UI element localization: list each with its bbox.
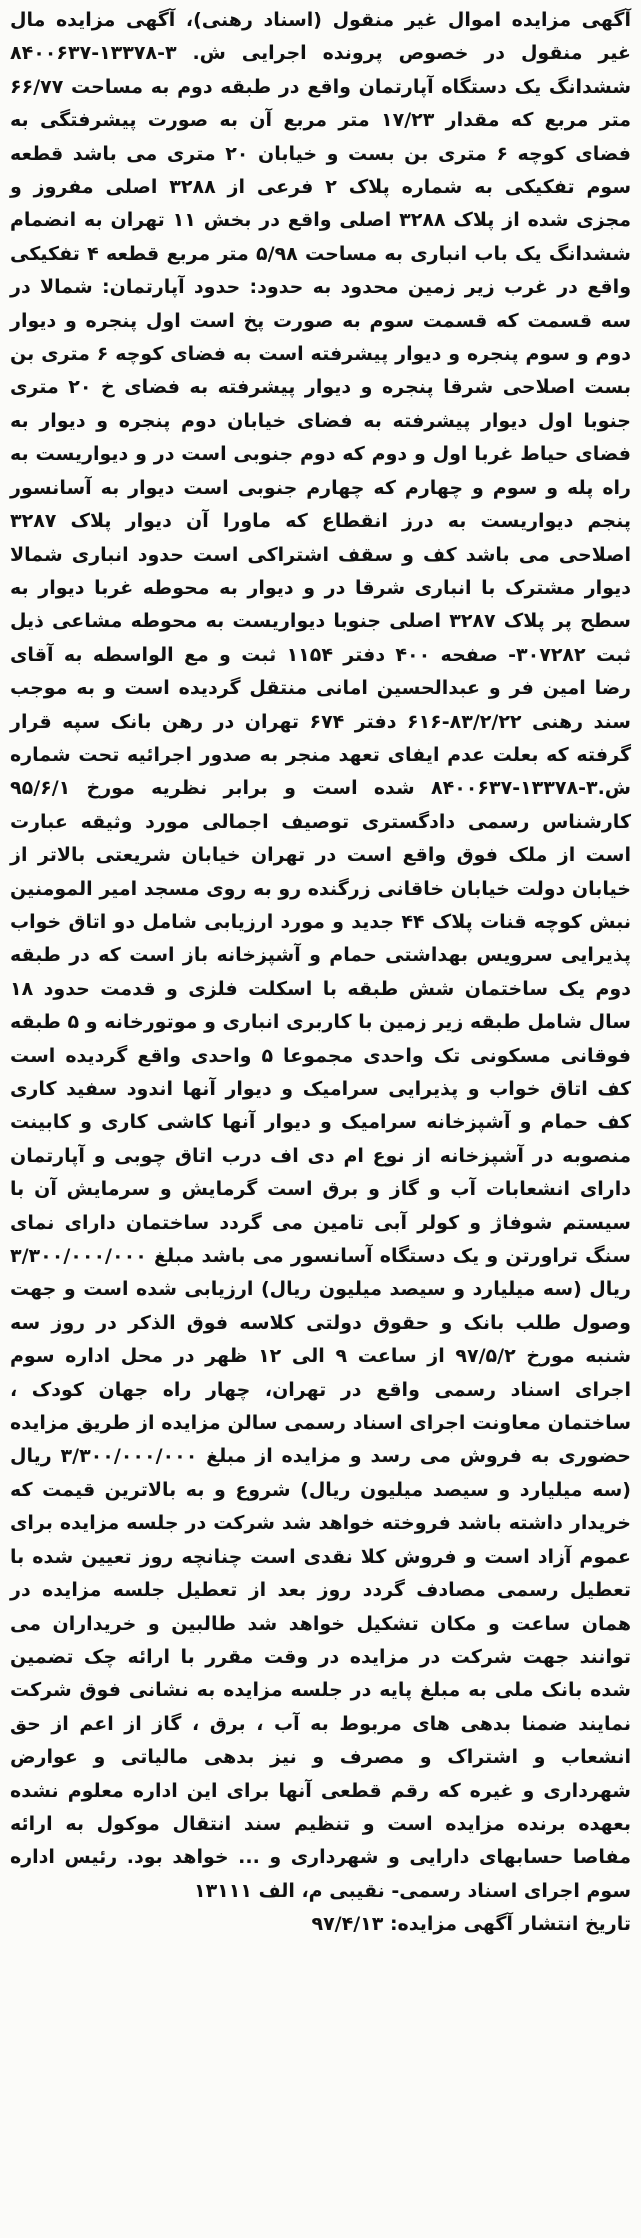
notice-body <box>10 4 631 1908</box>
publication-date: تاریخ انتشار آگهی مزایده: ۹۷/۴/۱۳ <box>311 1913 631 1936</box>
notice-text: آگهی مزایده اموال غیر منقول (اسناد رهنی)، آگهی مزایده مال غیر منقول در خصوص پرونده اجرایی ش. ۳-۱۳۳۷۸-۸۴۰۰۶۳۷ ششدانگ یک دستگاه آپارتمان واقع در طبقه دوم به مساحت ۶۶/۷۷ متر مربع که مقدار ۱۷/۲۳ متر مربع آن به صورت پیشرفتگی به فضای کوچه ۶ متری بن بست و خیابان ۲۰ متری می باشد قطعه سوم تفکیکی به شماره پلاک ۲ فرعی از ۳۲۸۸ اصلی مفروز و مجزی شده از پلاک ۳۲۸۸ اصلی واقع در بخش ۱۱ تهران به انضمام ششدانگ یک باب انباری به مساحت ۵/۹۸ متر مربع قطعه ۴ تفکیکی واقع در غرب زیر زمین محدود به حدود: حدود آپارتمان: شمالا در سه قسمت که قسمت سوم به صورت پخ است اول پنجره و دیوار دوم و سوم پنجره و دیوار پیشرفته است به فضای کوچه ۶ متری بن بست اصلاحی شرقا پنجره و دیوار پیشرفته به فضای خ ۲۰ متری جنوبا اول دیوار پیشرفته به فضای خیابان دوم پنجره و دیوار به فضای حیاط غربا اول و دوم که دوم جنوبی است در و دیواریست به راه پله و سوم و چهارم که چهارم جنوبی است دیوار به آسانسور پنجم دیواریست به درز انقطاع که ماورا آن دیوار پلاک ۳۲۸۷ اصلاحی می باشد کف و سقف اشتراکی است حدود انباری شمالا دیوار مشترک با انباری شرقا در و دیوار به محوطه غربا دیوار به سطح پر پلاک ۳۲۸۷ اصلی جنوبا دیواریست به محوطه مشاعی ذیل ثبت ۳۰۷۲۸۲- صفحه ۴۰۰ دفتر ۱۱۵۴ ثبت و مع الواسطه به آقای رضا امین فر و عبدالحسین امانی منتقل گردیده است و به موجب سند رهنی ۸۳/۲/۲۲-۶۱۶ دفتر ۶۷۴ تهران در رهن بانک سپه قرار گرفته که بعلت عدم ایفای تعهد منجر به صدور اجرائیه تحت شماره ش.۳-۱۳۳۷۸-۸۴۰۰۶۳۷ شده است و برابر نظریه مورخ ۹۵/۶/۱ کارشناس رسمی دادگستری توصیف اجمالی مورد وثیقه عبارت است از ملک فوق واقع است در تهران خیابان شریعتی بالاتر از خیابان دولت خیابان خاقانی زرگنده رو به روی مسجد امیر المومنین نبش کوچه قنات پلاک ۴۴ جدید و مورد ارزیابی شامل دو اتاق خواب پذیرایی سرویس بهداشتی حمام و آشپزخانه باز است که در طبقه دوم یک ساختمان شش طبقه با اسکلت فلزی و قدمت حدود ۱۸ سال شامل طبقه زیر زمین با کاربری انباری و موتورخانه و ۵ طبقه فوقانی مسکونی تک واحدی مجموعا ۵ واحدی واقع گردیده است کف اتاق خواب و پذیرایی سرامیک و دیوار آنها اندود سفید کاری کف حمام و آشپزخانه سرامیک و دیوار آنها کاشی کاری و کابینت منصوبه در آشپزخانه از نوع ام دی اف درب اتاق چوبی و آپارتمان دارای انشعابات آب و گاز و برق است گرمایش و سرمایش آن با سیستم شوفاژ و کولر آبی تامین می گردد ساختمان دارای نمای سنگ تراورتن و یک دستگاه آسانسور می باشد مبلغ ۳/۳۰۰/۰۰۰/۰۰۰ ریال (سه میلیارد و سیصد میلیون ریال) ارزیابی شده است و جهت وصول طلب بانک و حقوق دولتی کلاسه فوق الذکر در روز سه شنبه مورخ ۹۷/۵/۲ از ساعت ۹ الی ۱۲ ظهر در محل اداره سوم اجرای اسناد رسمی واقع در تهران، چهار راه جهان کودک ، ساختمان معاونت اجرای اسناد رسمی سالن مزایده از طریق مزایده حضوری به فروش می رسد و مزایده از مبلغ ۳/۳۰۰/۰۰۰/۰۰۰ ریال (سه میلیارد و سیصد میلیون ریال) شروع و به بالاترین قیمت که خریدار داشته باشد فروخته خواهد شد شرکت در جلسه مزایده برای عموم آزاد است و فروش کلا نقدی است چنانچه روز تعیین شده با تعطیل رسمی مصادف گردد روز بعد از تعطیل جلسه مزایده در همان ساعت و مکان تشکیل خواهد شد طالبین و خریداران می توانند جهت شرکت در مزایده در وقت مقرر با ارائه چک تضمین شده بانک ملی به مبلغ پایه در جلسه مزایده به نشانی فوق شرکت نمایند ضمنا بدهی های مربوط به آب ، برق ، گاز از اعم از حق انشعاب و اشتراک و مصرف و نیز بدهی مالیاتی و عوارض شهرداری و غیره که رقم قطعی آنها برای این اداره معلوم نشده بعهده برنده مزایده است و تنظیم سند انتقال موکول به ارائه مفاصا حسابهای دارایی و شهرداری و ... خواهد بود. رئیس اداره سوم اجرای اسناد رسمی- نقیبی م، الف ۱۳۱۱۱ <box>10 9 632 1902</box>
